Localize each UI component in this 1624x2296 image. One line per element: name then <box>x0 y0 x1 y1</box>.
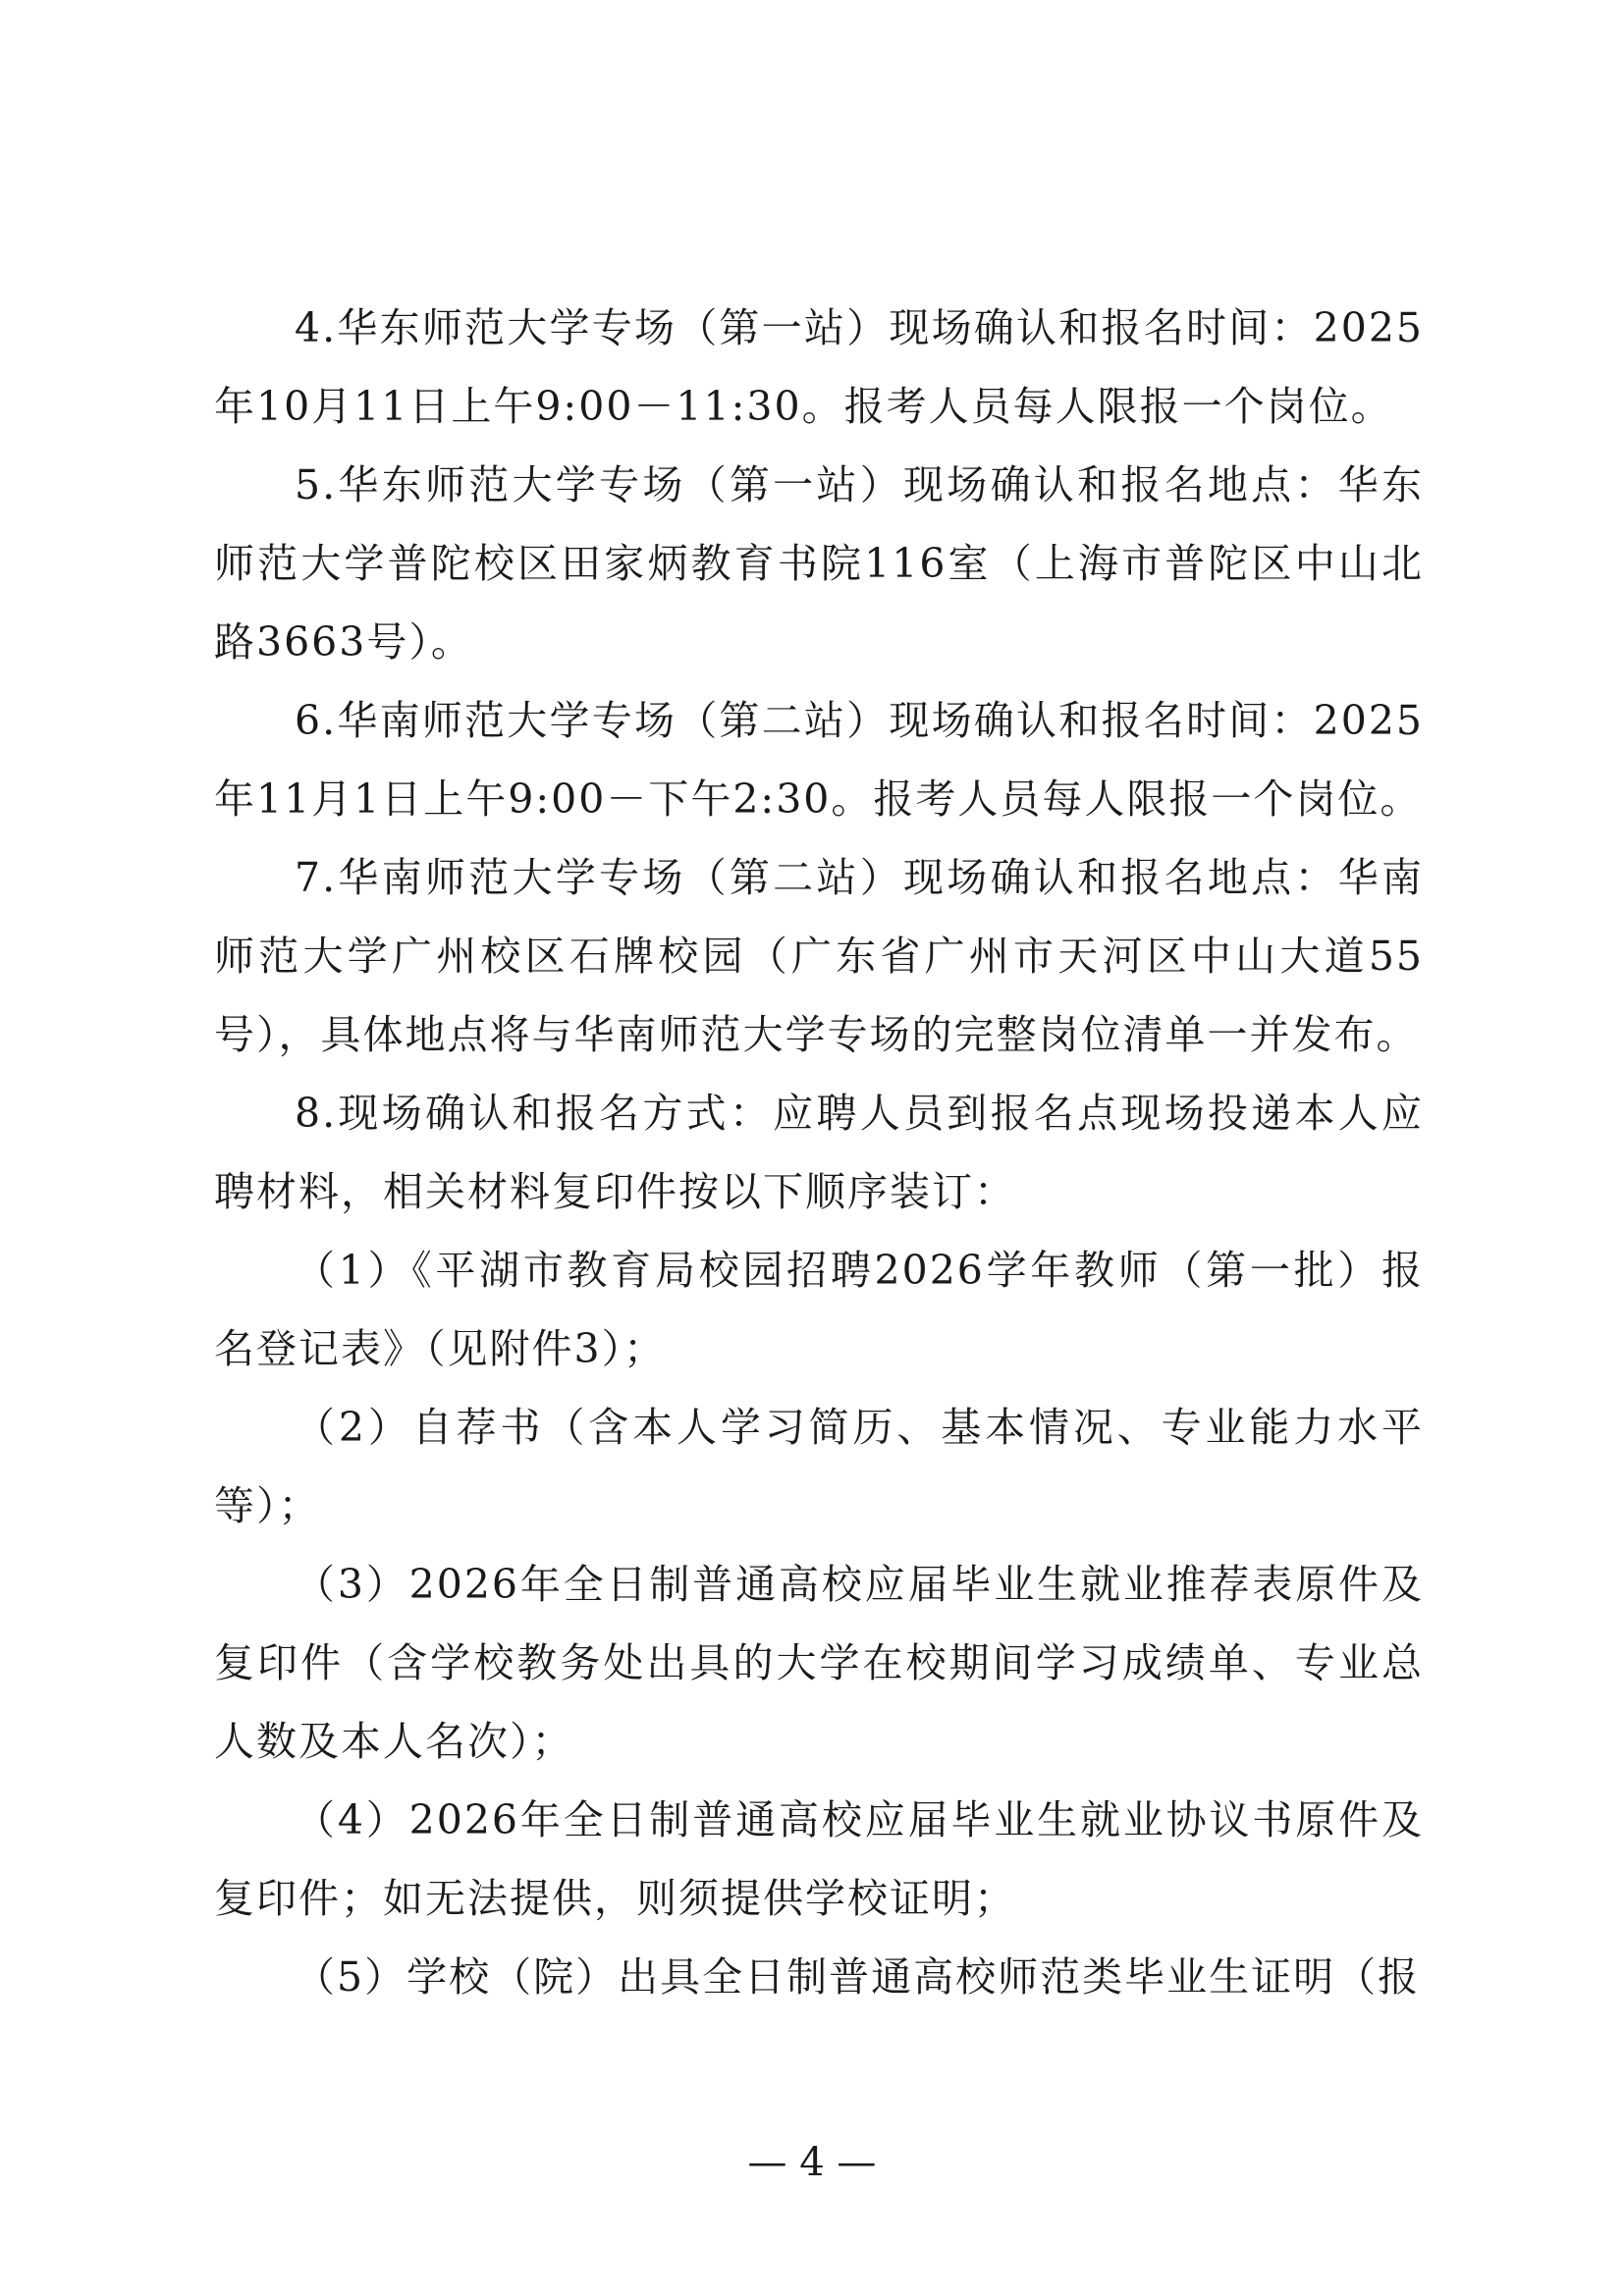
list-item-2: （2）自荐书（含本人学习简历、基本情况、专业能力水平等）； <box>214 1404 1424 1529</box>
list-item-3: （3）2026年全日制普通高校应届毕业生就业推荐表原件及复印件（含学校教务处出具的大学在校期间学习成绩单、专业总人数及本人名次）； <box>214 1561 1424 1765</box>
paragraph-5: 5.华东师范大学专场（第一站）现场确认和报名地点：华东师范大学普陀校区田家炳教育书院116室（上海市普陀区中山北路3663号）。 <box>214 461 1424 666</box>
body-text <box>214 289 1424 2016</box>
list-item-4: （4）2026年全日制普通高校应届毕业生就业协议书原件及复印件；如无法提供，则须提供学校证明； <box>214 1796 1424 1922</box>
paragraph-6: 6.华南师范大学专场（第二站）现场确认和报名时间：2025年11月1日上午9:00－下午2:30。报考人员每人限报一个岗位。 <box>214 697 1424 823</box>
paragraph-8: 8.现场确认和报名方式：应聘人员到报名点现场投递本人应聘材料，相关材料复印件按以下顺序装订： <box>214 1090 1424 1215</box>
list-item-1: （1）《平湖市教育局校园招聘2026学年教师（第一批）报名登记表》（见附件3）； <box>214 1247 1424 1372</box>
paragraph-7: 7.华南师范大学专场（第二站）现场确认和报名地点：华南师范大学广州校区石牌校园（广东省广州市天河区中山大道55号），具体地点将与华南师范大学专场的完整岗位清单一并发布。 <box>214 854 1424 1058</box>
page-number: — 4 — <box>747 2140 877 2185</box>
paragraph-4: 4.华东师范大学专场（第一站）现场确认和报名时间：2025年10月11日上午9:00－11:30。报考人员每人限报一个岗位。 <box>214 304 1424 430</box>
list-item-5: （5）学校（院）出具全日制普通高校师范类毕业生证明（报 <box>295 1953 1421 2001</box>
